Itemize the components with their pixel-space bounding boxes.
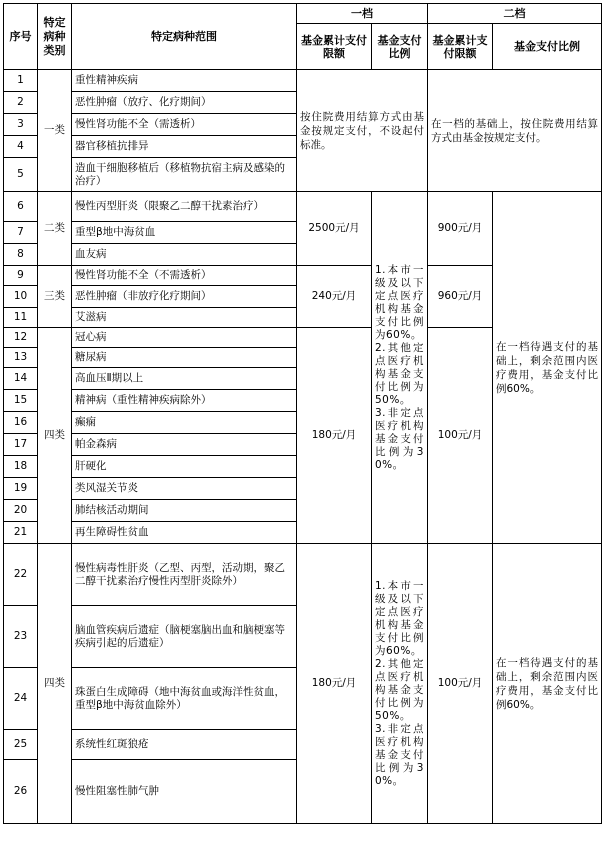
table-row — [4, 192, 602, 222]
header-tier1: 一档 — [297, 4, 428, 24]
disease-name: 慢性丙型肝炎（限聚乙二醇干扰素治疗） — [72, 192, 297, 222]
header-tier1-ratio: 基金支付比例 — [372, 24, 428, 70]
disease-name: 癫痫 — [72, 412, 297, 434]
header-scope: 特定病种范围 — [72, 4, 297, 70]
ratio-rule-1: 1.本市一级及以下定点医疗机构基金支付比例为60%。 — [375, 263, 424, 341]
header-tier2: 二档 — [428, 4, 602, 24]
header-tier2-limit: 基金累计支付限额 — [428, 24, 493, 70]
disease-name: 慢性病毒性肝炎（乙型、丙型，活动期，聚乙二醇干扰素治疗慢性丙型肝炎除外） — [72, 544, 297, 606]
ratio-rule-2: 2.其他定点医疗机构基金支付比例为50%。 — [375, 657, 424, 722]
tier1-class4a-limit: 180元/月 — [297, 328, 372, 544]
disease-name: 脑血管疾病后遗症（脑梗塞脑出血和脑梗塞等疾病引起的后遗症） — [72, 606, 297, 668]
header-tier1-limit: 基金累计支付限额 — [297, 24, 372, 70]
tier2-class4a-limit: 100元/月 — [428, 328, 493, 544]
disease-name: 恶性肿瘤（放疗、化疗期间） — [72, 92, 297, 114]
row-number: 22 — [4, 544, 38, 606]
row-number: 20 — [4, 500, 38, 522]
tier1-ratio-rules-a — [372, 192, 428, 544]
row-number: 13 — [4, 348, 38, 368]
table-row — [4, 544, 602, 606]
row-number: 1 — [4, 70, 38, 92]
disease-name: 慢性肾功能不全（需透析） — [72, 114, 297, 136]
disease-name: 慢性阻塞性肺气肿 — [72, 760, 297, 824]
ratio-rule-2: 2.其他定点医疗机构基金支付比例为50%。 — [375, 341, 424, 406]
row-number: 21 — [4, 522, 38, 544]
header-seq: 序号 — [4, 4, 38, 70]
disease-name: 精神病（重性精神疾病除外） — [72, 390, 297, 412]
row-number: 7 — [4, 222, 38, 244]
row-number: 19 — [4, 478, 38, 500]
row-number: 5 — [4, 158, 38, 192]
row-number: 17 — [4, 434, 38, 456]
row-number: 8 — [4, 244, 38, 266]
disease-name: 恶性肿瘤（非放疗化疗期间） — [72, 286, 297, 308]
category-class-2: 二类 — [38, 192, 72, 266]
disease-name: 肝硬化 — [72, 456, 297, 478]
disease-name: 艾滋病 — [72, 308, 297, 328]
disease-name: 高血压Ⅱ期以上 — [72, 368, 297, 390]
tier2-class2-limit: 900元/月 — [428, 192, 493, 266]
row-number: 26 — [4, 760, 38, 824]
row-number: 10 — [4, 286, 38, 308]
tier2-ratio-note-a: 在一档待遇支付的基础上，剩余范围内医疗费用，基金支付比例60%。 — [493, 192, 602, 544]
row-number: 9 — [4, 266, 38, 286]
category-class-3: 三类 — [38, 266, 72, 328]
tier2-class1-rule: 在一档的基础上，按住院费用结算方式由基金按规定支付。 — [428, 70, 602, 192]
category-class-4a: 四类 — [38, 328, 72, 544]
tier1-class3-limit: 240元/月 — [297, 266, 372, 328]
disease-name: 帕金森病 — [72, 434, 297, 456]
disease-name: 慢性肾功能不全（不需透析） — [72, 266, 297, 286]
disease-name: 造血干细胞移植后（移植物抗宿主病及感染的治疗） — [72, 158, 297, 192]
disease-name: 再生障碍性贫血 — [72, 522, 297, 544]
policy-table-wrapper — [3, 3, 602, 824]
disease-name: 糖尿病 — [72, 348, 297, 368]
disease-name: 冠心病 — [72, 328, 297, 348]
row-number: 2 — [4, 92, 38, 114]
ratio-rule-3: 3.非定点医疗机构基金支付比例为30%。 — [375, 722, 424, 787]
tier2-class4b-limit: 100元/月 — [428, 544, 493, 824]
row-number: 16 — [4, 412, 38, 434]
row-number: 3 — [4, 114, 38, 136]
disease-name: 器官移植抗排异 — [72, 136, 297, 158]
tier2-class3-limit: 960元/月 — [428, 266, 493, 328]
special-disease-table — [3, 3, 602, 824]
category-class-4b: 四类 — [38, 544, 72, 824]
disease-name: 重性精神疾病 — [72, 70, 297, 92]
disease-name: 珠蛋白生成障碍（地中海贫血或海洋性贫血，重型β地中海贫血除外） — [72, 668, 297, 730]
disease-name: 系统性红斑狼疮 — [72, 730, 297, 760]
disease-name: 血友病 — [72, 244, 297, 266]
ratio-rule-3: 3.非定点医疗机构基金支付比例为30%。 — [375, 406, 424, 471]
row-number: 18 — [4, 456, 38, 478]
row-number: 14 — [4, 368, 38, 390]
category-class-1: 一类 — [38, 70, 72, 192]
tier1-class2-limit: 2500元/月 — [297, 192, 372, 266]
header-category: 特定病种类别 — [38, 4, 72, 70]
row-number: 11 — [4, 308, 38, 328]
row-number: 25 — [4, 730, 38, 760]
ratio-rule-1: 1.本市一级及以下定点医疗机构基金支付比例为60%。 — [375, 579, 424, 657]
disease-name: 重型β地中海贫血 — [72, 222, 297, 244]
tier2-ratio-note-b: 在一档待遇支付的基础上，剩余范围内医疗费用，基金支付比例60%。 — [493, 544, 602, 824]
row-number: 23 — [4, 606, 38, 668]
tier1-class4b-limit: 180元/月 — [297, 544, 372, 824]
row-number: 6 — [4, 192, 38, 222]
disease-name: 类风湿关节炎 — [72, 478, 297, 500]
row-number: 15 — [4, 390, 38, 412]
row-number: 12 — [4, 328, 38, 348]
tier1-class1-rule: 按住院费用结算方式由基金按规定支付，不设起付标准。 — [297, 70, 428, 192]
header-tier2-ratio: 基金支付比例 — [493, 24, 602, 70]
disease-name: 肺结核活动期间 — [72, 500, 297, 522]
row-number: 24 — [4, 668, 38, 730]
tier1-ratio-rules-b — [372, 544, 428, 824]
table-row — [4, 70, 602, 92]
row-number: 4 — [4, 136, 38, 158]
